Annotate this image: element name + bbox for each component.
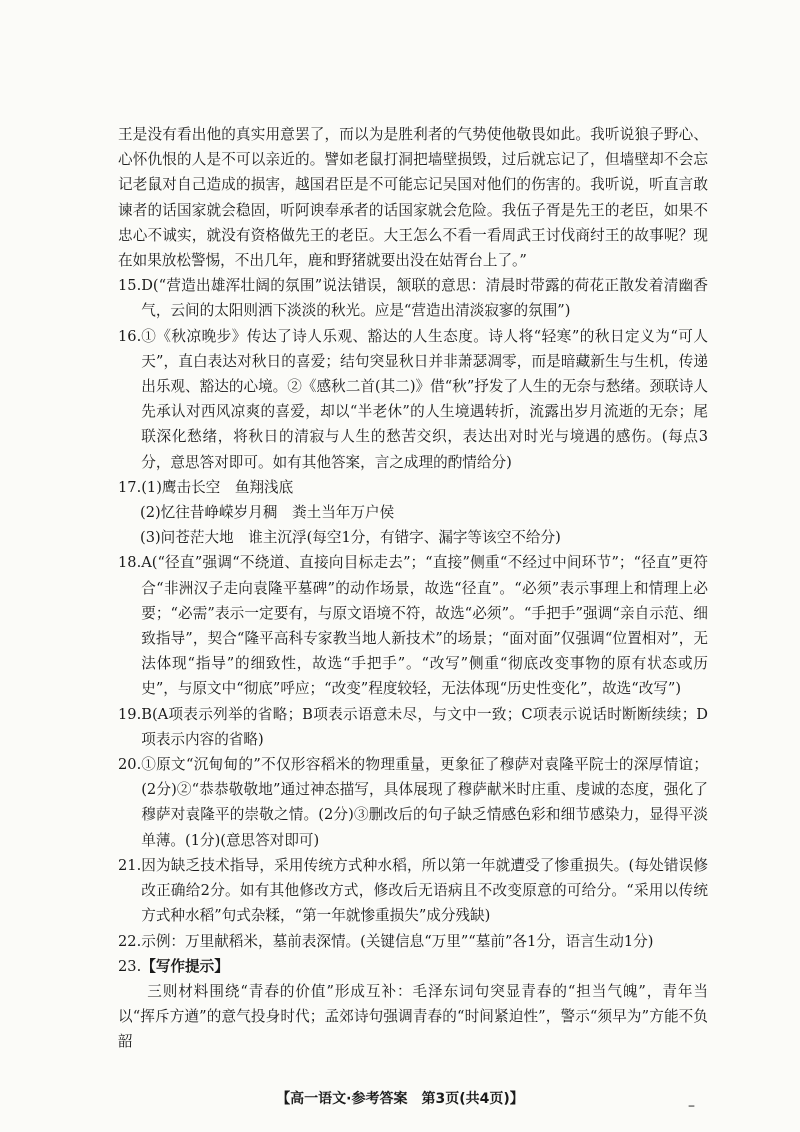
writing-tips-text: 三则材料围绕“青春的价值”形成互补：毛泽东词句突显青春的“担当气魄”，青年当以“挥斥方遒”的意气投身时代；孟郊诗句强调青春的“时间紧迫性”，警示“须早为”方能不负韶 [118, 982, 708, 1051]
answer-text: 因为缺乏技术指导，采用传统方式种水稻，所以第一年就遭受了惨重损失。(每处错误修改正确给2分。如有其他修改方式，修改后无语病且不改变原意的可给分。“采用以传统方式种水稻”句式杂糅，“第一年就惨重损失”成分残缺) [141, 856, 708, 925]
answer-content [118, 122, 708, 1055]
footer-mark: – [688, 1098, 695, 1114]
question-number: 22. [118, 932, 142, 950]
answer-21 [118, 853, 708, 929]
answer-23 [118, 954, 708, 979]
writing-tips-header: 【写作提示】 [141, 957, 229, 975]
answer-text: B(A项表示列举的省略；B项表示语意未尽，与文中一致；C项表示说话时断断续续；D项表示内容的省略) [141, 705, 708, 748]
answer-text: ①《秋凉晚步》传达了诗人乐观、豁达的人生态度。诗人将“轻寒”的秋日定义为“可人天”，直白表达对秋日的喜爱；结句突显秋日并非萧瑟凋零，而是暗藏新生与生机，传递出乐观、豁达的心境。②《感秋二首(其二)》借“秋”抒发了人生的无奈与愁绪。颈联诗人先承认对西风凉爽的喜爱，却以“半老休”的人生境遇转折，流露出岁月流逝的无奈；尾联深化愁绪，将秋日的清寂与人生的愁苦交织，表达出对时光与境遇的感伤。(每点3分，意思答对即可。如有其他答案，言之成理的酌情给分) [141, 327, 708, 471]
translation-continuation: 王是没有看出他的真实用意罢了，而以为是胜利者的气势使他敬畏如此。我听说狼子野心、心怀仇恨的人是不可以亲近的。譬如老鼠打洞把墙壁损毁，过后就忘记了，但墙壁却不会忘记老鼠对自己造成的损害，越国君臣是不可能忘记吴国对他们的伤害的。我听说，听直言敢谏者的话国家就会稳固，听阿谀奉承者的话国家就会危险。我伍子胥是先王的老臣，如果不忠心不诚实，就没有资格做先王的老臣。大王怎么不看一看周武王讨伐商纣王的故事呢？现在如果放松警惕，不出几年，鹿和野猪就要出没在姑胥台上了。” [118, 126, 708, 270]
question-number: 17. [118, 478, 142, 496]
question-number: 16. [118, 327, 142, 345]
answer-17 [118, 475, 708, 500]
answer-text: D(“营造出雄浑壮阔的氛围”说法错误，颔联的意思：清晨时带露的荷花正散发着清幽香气，云间的太阳则洒下淡淡的秋光。应是“营造出清淡寂寥的氛围”) [141, 277, 708, 320]
answer-15 [118, 273, 708, 323]
answer-text: (1)鹰击长空 鱼翔浅底 [141, 478, 294, 496]
question-number: 15. [118, 277, 142, 295]
page-footer: 【高一语文·参考答案 第3页(共4页)】 [276, 1091, 524, 1107]
question-number: 21. [118, 856, 142, 874]
answer-20 [118, 752, 708, 853]
answer-22 [118, 929, 708, 954]
answer-17-line-2: (2)忆往昔峥嵘岁月稠 粪土当年万户侯 [140, 504, 395, 522]
answer-16 [118, 324, 708, 475]
answer-19 [118, 702, 708, 752]
question-number: 23. [118, 957, 142, 975]
question-number: 20. [118, 756, 142, 774]
answer-text: ①原文“沉甸甸的”不仅形容稻米的物理重量，更象征了穆萨对袁隆平院士的深厚情谊；(2分)②“恭恭敬敬地”通过神态描写，具体展现了穆萨献米时庄重、虔诚的态度，强化了穆萨对袁隆平的崇敬之情。(2分)③删改后的句子缺乏情感色彩和细节感染力，显得平淡单薄。(1分)(意思答对即可) [141, 756, 708, 849]
question-number: 18. [118, 554, 142, 572]
answer-text: A(“径直”强调“不绕道、直接向目标走去”；“直接”侧重“不经过中间环节”；“径直”更符合“非洲汉子走向袁隆平墓碑”的动作场景，故选“径直”。“必须”表示事理上和情理上必要；“必需”表示一定要有，与原文语境不符，故选“必须”。“手把手”强调“亲自示范、细致指导”，契合“隆平高科专家教当地人新技术”的场景；“面对面”仅强调“位置相对”，无法体现“指导”的细致性，故选“手把手”。“改写”侧重“彻底改变事物的原有状态或历史”，与原文中“彻底”呼应；“改变”程度较轻，无法体现“历史性变化”，故选“改写”) [141, 554, 708, 698]
question-number: 19. [118, 705, 142, 723]
answer-18 [118, 550, 708, 701]
answer-17-line-3: (3)问苍茫大地 谁主沉浮(每空1分，有错字、漏字等该空不给分) [140, 529, 561, 547]
answer-text: 示例：万里献稻米，墓前表深情。(关键信息“万里”“墓前”各1分，语言生动1分) [141, 932, 654, 950]
